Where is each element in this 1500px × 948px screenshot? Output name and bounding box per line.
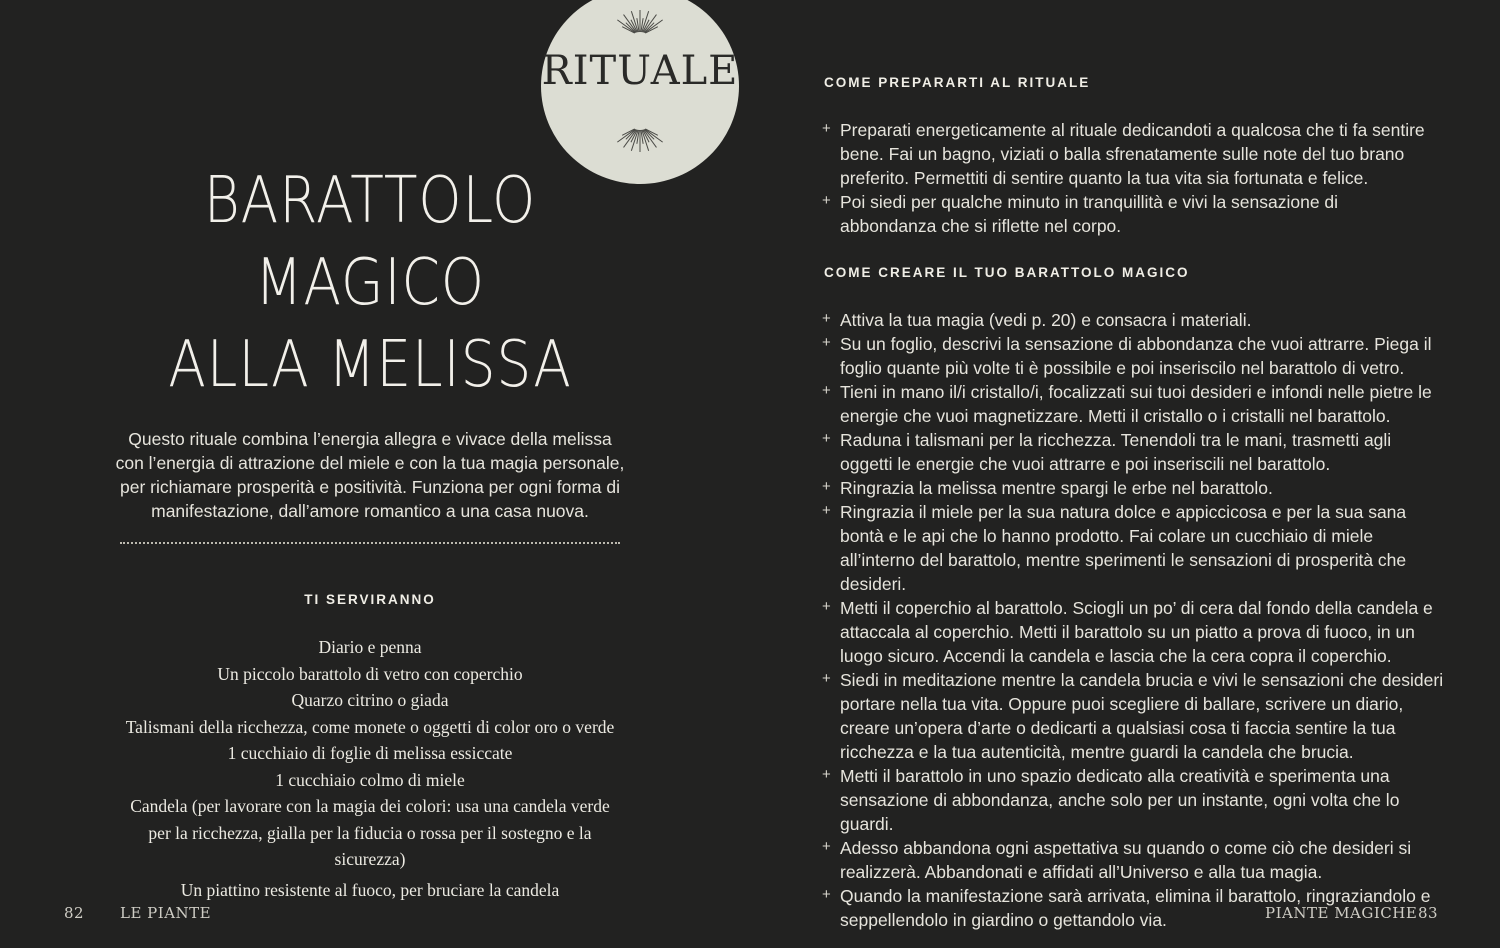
create-steps <box>822 308 1447 932</box>
create-step: + Attiva la tua magia (vedi p. 20) e consacra i materiali. <box>822 308 1447 332</box>
create-step: + Quando la manifestazione sarà arrivata, elimina il barattolo, ringraziandolo e seppellendolo in giardino o gettandolo via. <box>822 884 1447 932</box>
prepare-steps <box>822 118 1432 238</box>
create-step: + Adesso abbandona ogni aspettativa su quando o come ciò che desideri si realizzerà. Abbandonati e affidati all’Universo e alla tua magia. <box>822 836 1447 884</box>
create-step: + Ringrazia il miele per la sua natura dolce e appiccicosa e per la sua sana bontà e le api che lo hanno prodotto. Fai colare un cucchiaio di miele all’interno del barattolo, mentre sperimenti le sensazioni di prosperità che desideri. <box>822 500 1447 596</box>
title-line-1: BARATTOLO <box>203 164 537 238</box>
sunburst-ray <box>644 130 657 148</box>
prepare-step: + Preparati energeticamente al rituale dedicandoti a qualcosa che ti fa sentire bene. Fai un bagno, viziati o balla sfrenatamente sulle note del tuo brano preferito. Permettiti di sentire quanto la tua vita sia fortunata e felice. <box>822 118 1432 190</box>
create-step: + Tieni in mano il/i cristallo/i, focalizzati sui tuoi desideri e infondi nelle pietre le energie che vuoi magnetizzare. Metti il cristallo o i cristalli nel barattolo. <box>822 380 1447 428</box>
create-step: + Su un foglio, descrivi la sensazione di abbondanza che vuoi attrarre. Piega il foglio quante più volte ti è possibile e poi inseriscilo nel barattolo di vetro. <box>822 332 1447 380</box>
prepare-step: + Poi siedi per qualche minuto in tranquillità e vivi la sensazione di abbondanza che si riflette nel corpo. <box>822 190 1432 238</box>
needs-item: Diario e penna <box>318 637 422 657</box>
needs-heading: TI SERVIRANNO <box>304 592 436 607</box>
badge-label: RITUALE <box>541 48 739 94</box>
sunburst-ray <box>624 15 637 33</box>
needs-item: Candela (per lavorare con la magia dei colori: usa una candela verde per la ricchezza, gialla per la fiducia o rossa per il sostegno e la sicurezza) <box>130 796 610 869</box>
ritual-badge <box>541 0 739 184</box>
create-step: + Raduna i talismani per la ricchezza. Tenendoli tra le mani, trasmetti agli oggetti le energie che vuoi attrarre e poi inseriscili nel barattolo. <box>822 428 1447 476</box>
needs-item: Talismani della ricchezza, come monete o oggetti di color oro o verde <box>125 716 615 737</box>
prepare-heading: COME PREPARARTI AL RITUALE <box>824 75 1091 90</box>
needs-item: Un piattino resistente al fuoco, per bruciare la candela <box>180 879 560 900</box>
needs-item: 1 cucchiaio di foglie di melissa essiccate <box>227 743 513 763</box>
running-head-left: LE PIANTE <box>120 904 212 922</box>
page-title <box>120 160 620 406</box>
page-number-left: 82 <box>64 904 85 922</box>
title-line-2: MAGICO <box>255 246 485 320</box>
create-step: + Metti il coperchio al barattolo. Sciogli un po’ di cera dal fondo della candela e attaccala al coperchio. Metti il barattolo su un piatto a prova di fuoco, in un luogo sicuro. Accendi la candela e lascia che la cera copra il coperchio. <box>822 596 1447 668</box>
sunburst-ray <box>644 15 657 33</box>
create-step: + Ringrazia la melissa mentre spargi le erbe nel barattolo. <box>822 476 1447 500</box>
page-number-right: 83 <box>1418 904 1439 922</box>
intro-paragraph: Questo rituale combina l’energia allegra e vivace della melissa con l’energia di attrazione del miele e con la tua magia personale, per richiamare prosperità e positività. Funziona per ogni forma di manifestazione, dall’amore romantico a una casa nuova. <box>115 429 625 521</box>
sunburst-ray <box>624 130 637 148</box>
dotted-divider <box>120 542 620 544</box>
needs-item: Quarzo citrino o giada <box>291 690 449 710</box>
needs-item: 1 cucchiaio colmo di miele <box>275 769 465 790</box>
needs-list <box>100 634 640 903</box>
running-head-right: PIANTE MAGICHE <box>1265 904 1418 922</box>
title-line-3: ALLA MELISSA <box>168 328 572 402</box>
create-step: + Metti il barattolo in uno spazio dedicato alla creatività e sperimenta una sensazione di abbondanza, anche solo per un instante, ogni volta che lo guardi. <box>822 764 1447 836</box>
create-heading: COME CREARE IL TUO BARATTOLO MAGICO <box>824 265 1190 280</box>
create-step: + Siedi in meditazione mentre la candela brucia e vivi le sensazioni che desideri portare nella tua vita. Oppure puoi scegliere di ballare, scrivere un diario, creare un’opera d’arte o dedicarti a qualsiasi cosa ti faccia sentire la tua ricchezza e la tua autenticità, mentre guardi la candela che brucia. <box>822 668 1447 764</box>
needs-item: Un piccolo barattolo di vetro con coperchio <box>217 663 523 684</box>
